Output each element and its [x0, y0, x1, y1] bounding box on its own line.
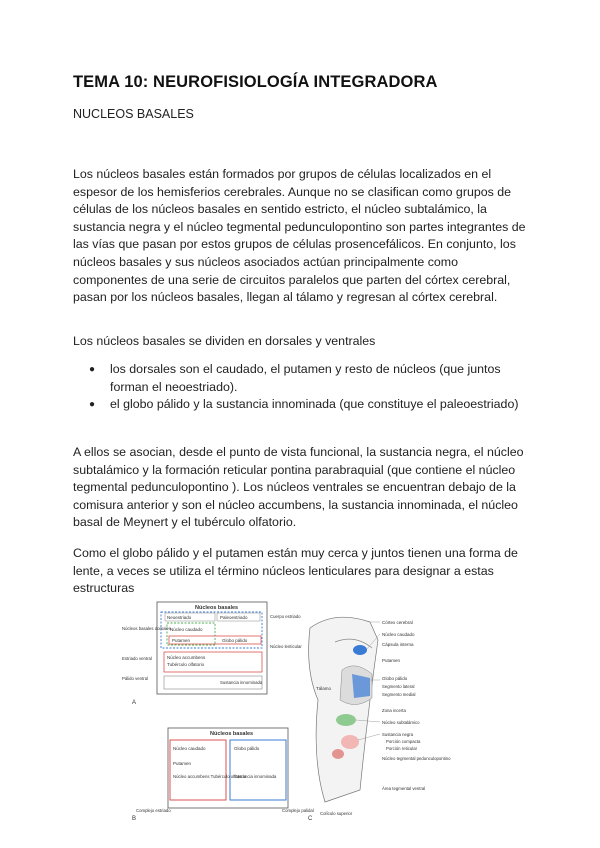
panel-b-putamen: Putamen: [173, 761, 192, 766]
panel-a-putamen: Putamen: [172, 638, 191, 643]
caudado-shape: [353, 645, 367, 655]
page-title: TEMA 10: NEUROFISIOLOGÍA INTEGRADORA: [73, 73, 438, 91]
panel-a-left-dorsal: Núcleos basales dorsales: [122, 626, 171, 631]
list-item: ● los dorsales son el caudado, el putamen y resto de núcleos (que juntos forman el neoestriado).: [89, 362, 501, 394]
panel-a-innominada: Sustancia innominada: [220, 680, 263, 685]
globo-shape: [352, 674, 370, 698]
c-cortex: Córtex cerebral: [382, 620, 413, 625]
bullet-icon: ●: [89, 399, 96, 411]
c-coliculo: Colículo superior: [320, 811, 353, 816]
panel-a-paleoestriado: Paleoestriado: [220, 615, 248, 620]
subtalamico-shape: [336, 714, 356, 726]
bullet-list: [73, 361, 533, 414]
c-area-ventral: Área tegmental ventral: [382, 786, 426, 791]
c-putamen: Putamen: [382, 658, 401, 663]
panel-c-letter: C: [308, 816, 313, 822]
panel-a-header: Núcleos basales: [195, 605, 239, 611]
bullet-icon: ●: [89, 364, 96, 375]
panel-b-caudado: Núcleo caudado: [173, 746, 206, 751]
c-capsula: Cápsula interna: [382, 642, 414, 647]
c-talamo: Tálamo: [316, 686, 332, 691]
panel-b-header: Núcleos basales: [210, 731, 254, 737]
c-compacta: Porción compacta: [386, 739, 421, 744]
c-reticular: Porción reticular: [386, 746, 418, 751]
paragraph-lenticular: Como el globo pálido y el putamen están muy cerca y juntos tienen una forma de lente, a veces se utiliza el término núcleos lenticulares para designar a estas estructuras: [73, 546, 518, 596]
panel-a: [122, 602, 302, 706]
sust-negra-shape: [341, 735, 359, 749]
section-subtitle: NUCLEOS BASALES: [73, 107, 194, 121]
paragraph-associations: A ellos se asocian, desde el punto de vista funcional, la sustancia negra, el núcleo subtalámico y la formación reticular pontina parabraquial (que contiene el núcleo tegmental pedunculopontino ). Los núcleos ventrales se encuentran debajo de la comisura anterior y son el núcleo accumbens, la sustancia innominada, el núcleo basal de Meynert y el tubérculo olfatorio.: [73, 445, 524, 530]
c-seg-medial: Segmento medial: [382, 692, 416, 697]
c-sust-negra: Sustancia negra: [382, 732, 414, 737]
panel-b: [132, 728, 314, 822]
panel-b-globo: Globo pálido: [234, 746, 260, 751]
panel-a-left-palido: Pálido ventral: [122, 676, 149, 681]
panel-b-complejo-estriado: Complejo estriado: [136, 808, 171, 813]
panel-a-letter: A: [132, 700, 137, 706]
paragraph-division: Los núcleos basales se dividen en dorsales y ventrales: [73, 334, 376, 348]
panel-c: [308, 617, 451, 822]
paragraph-intro: Los núcleos basales están formados por grupos de células localizados en el espesor de los hemisferios cerebrales. Aunque no se clasifican como grupos de células de los núcleos basales en sentido estricto, el núcleo subtalámico, la sustancia negra y el núcleo tegmental pedunculopontino son partes integrantes de las vías que pasan por estos grupos de células prosencefálicos. En conjunto, los núcleos basales y sus núcleos asociados actúan principalmente como componentes de una serie de circuitos paralelos que parten del córtex cerebral, pasan por los núcleos basales, llegan al tálamo y regresan al córtex cerebral.: [73, 167, 526, 305]
panel-b-innominada: Sustancia innominada: [234, 774, 277, 779]
panel-a-caudado: Núcleo caudado: [170, 627, 203, 632]
panel-a-tuberculo: Tubérculo olfatorio: [167, 662, 205, 667]
list-item: ● el globo pálido y la sustancia innominada (que constituye el paleoestriado): [73, 396, 533, 414]
c-pedunculo: Núcleo tegmental pedunculopontino: [382, 756, 451, 761]
figure-svg: [120, 600, 480, 830]
panel-b-letter: B: [132, 816, 137, 822]
panel-a-right-cuerpo: Cuerpo estriado: [270, 614, 301, 619]
panel-b-complejo-palidal: Complejo palidal: [282, 808, 314, 813]
c-zona-incerta: Zona incerta: [382, 708, 406, 713]
c-seg-lateral: Segmento lateral: [382, 684, 415, 689]
panel-a-globo: Globo pálido: [222, 638, 248, 643]
panel-a-left-ventral: Estriado ventral: [122, 656, 152, 661]
c-caudado: Núcleo caudado: [382, 632, 415, 637]
c-subtalamico: Núcleo subtalámico: [382, 720, 420, 725]
basal-ganglia-figure: [120, 600, 480, 830]
panel-a-right-lenticular: Núcleo lenticular: [270, 644, 302, 649]
panel-b-accumbens: Núcleo accumbens Tubérculo olfatorio: [173, 774, 247, 779]
c-globo: Globo pálido: [382, 676, 408, 681]
panel-a-accumbens: Núcleo accumbens: [167, 655, 206, 660]
panel-a-neoestriado: Neoestriado: [167, 615, 192, 620]
